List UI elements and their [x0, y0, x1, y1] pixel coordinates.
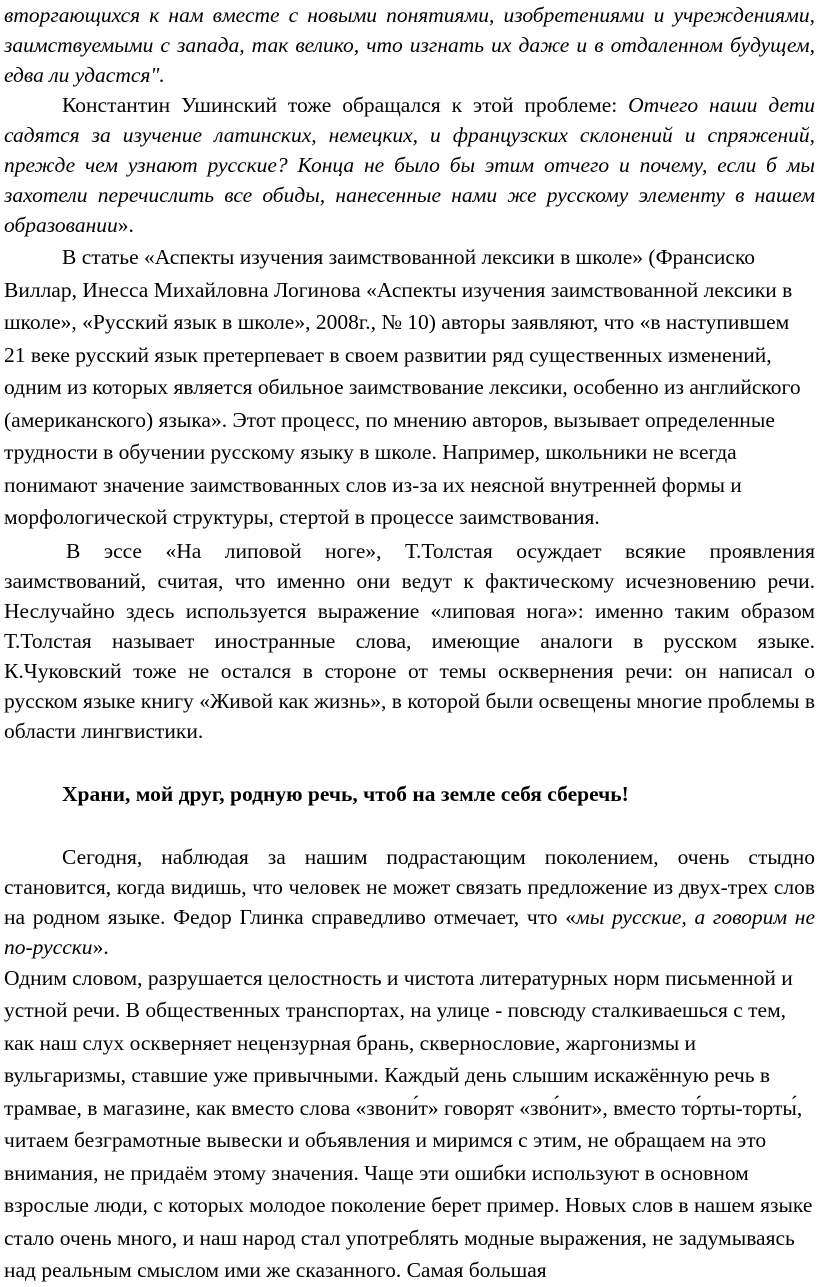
ushinsky-tail: ». — [117, 213, 134, 237]
tolstaya-text: В эссе «На липовой ноге», Т.Толстая осуждает всякие проявления заимствований, считая, что именно они ведут к фактическому исчезновению речи. Неслучайно здесь используется выражение «липовая нога»: именно таким образом Т.Толстая называет иностранные слова, имеющие аналоги в русском языке. К.Чуковский тоже не остался в стороне от темы осквернения речи: он написал о русском языке книгу «Живой как жизнь», в которой были освещены многие проблемы в области лингвистики. — [4, 538, 815, 743]
glinka-quote: мы русские, а говорим не по-русски — [4, 904, 815, 959]
today-tail: ». — [92, 934, 109, 959]
ushinsky-lead: Константин Ушинский тоже обращался к этой проблеме: — [62, 93, 629, 117]
one-word-text: Одним словом, разрушается целостность и чистота литературных норм письменной и устной речи. В общественных транспортах, на улице - повсюду сталкиваешься с тем, как наш слух оскверняет нецензурная брань, сквернословие, жаргонизмы и вульгаризмы, ставшие уже привычными. Каждый день слышим искажённую речь в трамвае, в магазине, как вместо слова «звони́т» говорят «зво́нит», вместо то́рты-торты́, читаем безграмотные вывески и объявления и миримся с этим, не обращаем на это внимания, не придаём этому значения. Чаще эти ошибки используют в основном взрослые люди, с которых молодое поколение берет пример. Новых слов в нашем языке стало очень много, и наш народ стал употреблять модные выражения, не задумываясь над реальным смыслом ими же сказанного. Самая большая — [4, 965, 813, 1282]
heading-text: Храни, мой друг, родную речь, чтоб на земле себя сберечь! — [62, 781, 629, 806]
paragraph-today — [4, 842, 815, 962]
paragraph-ushinsky — [4, 90, 815, 240]
article-text: В статье «Аспекты изучения заимствованной лексики в школе» (Франсиско Виллар, Инесса Михайловна Логинова «Аспекты изучения заимствованной лексики в школе», «Русский язык в школе», 2008г., № 10) авторы заявляют, что «в наступившем 21 веке русский язык претерпевает в своем развитии ряд существенных изменений, одним из которых является обильное заимствование лексики, особенно из английского (американского) языка». Этот процесс, по мнению авторов, вызывает определенные трудности в обучении русскому языку в школе. Например, школьники не всегда понимают значение заимствованных слов из-за их неясной внутренней формы и морфологической структуры, стертой в процессе заимствования. — [4, 245, 801, 529]
ushinsky-quote: Отчего наши дети садятся за изучение латинских, немецких, и французских склонений и спряжений, прежде чем узнают русские? Конца не было бы этим отчего и почему, если б мы захотели перечислить все обиды, нанесенные нами же русскому элементу в нашем образовании — [4, 93, 816, 237]
paragraph-one-word — [4, 962, 815, 1287]
paragraph-quote-continuation — [4, 0, 815, 90]
paragraph-tolstaya — [4, 536, 815, 746]
section-heading — [4, 779, 815, 809]
today-lead: Сегодня, наблюдая за нашим подрастающим поколением, очень стыдно становится, когда видишь, что человек не может связать предложение из двух-трех слов на родном языке. Федор Глинка справедливо отмечает, что « — [4, 844, 815, 929]
paragraph-article — [4, 241, 815, 534]
quote-text: вторгающихся к нам вместе с новыми понятиями, изобретениями и учреждениями, заимствуемыми с запада, так велико, что изгнать их даже и в отдаленном будущем, едва ли удастся". — [4, 3, 815, 87]
